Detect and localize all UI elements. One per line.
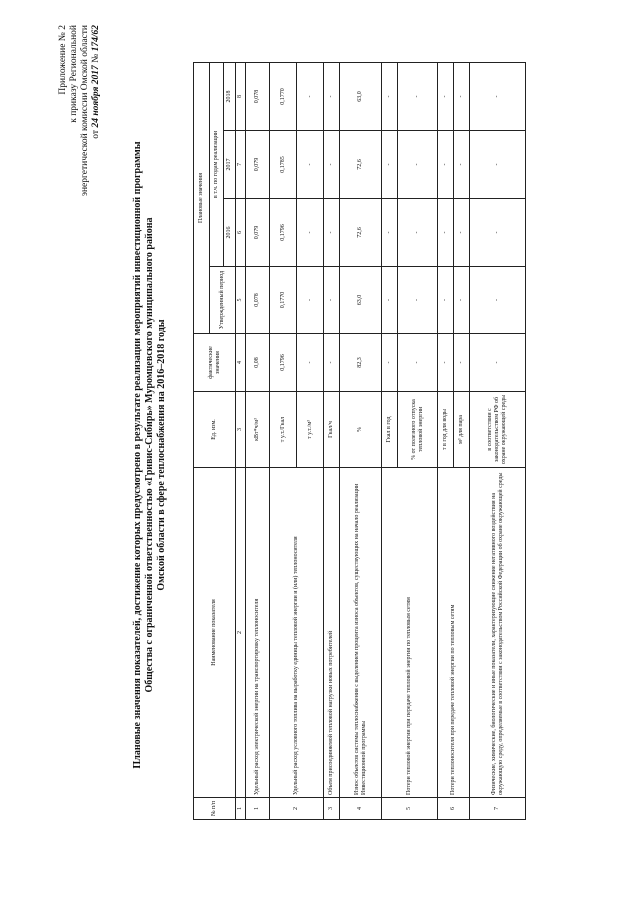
row-unit: в соответствии с законодательством РФ об охране окружающей среды bbox=[470, 392, 526, 468]
row-approved: - bbox=[470, 267, 526, 334]
row-approved: 0,078 bbox=[246, 267, 270, 334]
colnum: 7 bbox=[236, 131, 246, 199]
row-unit: Гкал в год bbox=[382, 392, 398, 468]
header-num: № п/п bbox=[194, 798, 236, 820]
row-2018: - bbox=[454, 62, 470, 130]
row-unit: кВт*ч/м³ bbox=[246, 392, 270, 468]
row-num: 1 bbox=[246, 798, 270, 820]
row-name: Потери теплоносителя при передаче тепловой энергии по тепловым сетям bbox=[438, 468, 470, 798]
row-2016: - bbox=[297, 199, 324, 267]
row-2017: 72,6 bbox=[340, 131, 382, 199]
row-name: Удельный расход электрической энергии на транспортировку теплоносителя bbox=[246, 468, 270, 798]
row-actual: 0,1796 bbox=[270, 334, 297, 392]
table-row bbox=[270, 62, 297, 819]
row-approved: - bbox=[438, 267, 454, 334]
row-2017: 0,079 bbox=[246, 131, 270, 199]
row-unit: % от полезного отпуска тепловой энергии bbox=[398, 392, 438, 468]
row-2016: 72,6 bbox=[340, 199, 382, 267]
row-approved: - bbox=[324, 267, 340, 334]
row-num: 2 bbox=[270, 798, 324, 820]
row-2018: - bbox=[470, 62, 526, 130]
row-actual: 0,08 bbox=[246, 334, 270, 392]
row-approved: - bbox=[398, 267, 438, 334]
row-2018: 63,0 bbox=[340, 62, 382, 130]
row-approved: - bbox=[454, 267, 470, 334]
row-unit: т у.т./Гкал bbox=[270, 392, 297, 468]
table-row bbox=[470, 62, 526, 819]
row-2018: - bbox=[324, 62, 340, 130]
row-2018: - bbox=[297, 62, 324, 130]
appendix-line-4 bbox=[91, 25, 102, 285]
header-planned: Плановые значения bbox=[194, 62, 210, 333]
row-approved: - bbox=[297, 267, 324, 334]
row-unit: Гкал/ч bbox=[324, 392, 340, 468]
header-2018: 2018 bbox=[224, 62, 236, 130]
row-2017: - bbox=[297, 131, 324, 199]
row-name: Потери тепловой энергии при передаче тепловой энергии по тепловым сетям bbox=[382, 468, 438, 798]
row-num: 3 bbox=[324, 798, 340, 820]
header-2016: 2016 bbox=[224, 199, 236, 267]
appendix-line-3: энергетической комиссии Омской области bbox=[80, 25, 90, 197]
number-signature: 174/62 bbox=[91, 25, 101, 52]
row-2018: - bbox=[438, 62, 454, 130]
row-2017: 0,1785 bbox=[270, 131, 297, 199]
row-actual: - bbox=[324, 334, 340, 392]
row-approved: - bbox=[382, 267, 398, 334]
row-unit: т у.т./м³ bbox=[297, 392, 324, 468]
row-num: 7 bbox=[470, 798, 526, 820]
row-2018: 0,1770 bbox=[270, 62, 297, 130]
row-2016: 0,079 bbox=[246, 199, 270, 267]
row-2018: - bbox=[382, 62, 398, 130]
header-name: Наименование показателя bbox=[194, 468, 236, 798]
title-line-1: Плановые значения показателей, достижение которых предусмотрено в результате реализации мероприятий инвестиционной программы bbox=[132, 141, 143, 769]
colnum: 4 bbox=[236, 334, 246, 392]
row-2017: - bbox=[470, 131, 526, 199]
header-approved: Утвержденный период bbox=[210, 267, 236, 334]
row-actual: - bbox=[438, 334, 454, 392]
row-actual: - bbox=[454, 334, 470, 392]
table-row bbox=[340, 62, 382, 819]
row-name: Удельный расход условного топлива на выработку единицы тепловой энергии и (или) теплоносителя bbox=[270, 468, 324, 798]
title-line-3: Омской области в сфере теплоснабжения на 2016–2018 годы bbox=[156, 319, 167, 591]
row-num: 4 bbox=[340, 798, 382, 820]
row-2018: 0,078 bbox=[246, 62, 270, 130]
colnum: 2 bbox=[236, 468, 246, 798]
table-row bbox=[438, 62, 454, 819]
row-2018: - bbox=[398, 62, 438, 130]
appendix-line-1: Приложение № 2 bbox=[58, 25, 68, 95]
header-unit: Ед. изм. bbox=[194, 392, 236, 468]
row-2016: - bbox=[382, 199, 398, 267]
row-actual: - bbox=[382, 334, 398, 392]
row-unit: м³ для пара bbox=[454, 392, 470, 468]
row-2016: 0,1796 bbox=[270, 199, 297, 267]
document-title bbox=[132, 95, 168, 815]
row-2017: - bbox=[398, 131, 438, 199]
date-signature: 24 ноября 2017 bbox=[91, 65, 101, 128]
row-num: 5 bbox=[382, 798, 438, 820]
row-actual: - bbox=[398, 334, 438, 392]
appendix-line-2: к приказу Региональной bbox=[69, 25, 79, 123]
row-2017: - bbox=[382, 131, 398, 199]
indicators-table bbox=[193, 62, 526, 820]
row-2017: - bbox=[324, 131, 340, 199]
row-actual: 82,3 bbox=[340, 334, 382, 392]
table-row bbox=[324, 62, 340, 819]
header-by-years: в т.ч. по годам реализации bbox=[210, 62, 224, 266]
row-actual: - bbox=[297, 334, 324, 392]
colnum: 1 bbox=[236, 798, 246, 820]
row-2016: - bbox=[470, 199, 526, 267]
row-name: Износ объектов системы теплоснабжения с выделением процента износа объектов, существующих на начало реализации Инвестиционной программы bbox=[340, 468, 382, 798]
colnum: 8 bbox=[236, 62, 246, 130]
table-row bbox=[382, 62, 398, 819]
row-2016: - bbox=[324, 199, 340, 267]
row-2016: - bbox=[398, 199, 438, 267]
row-name: Физические, химические, биологические и иные показатели, характеризующие снижение негативного воздействия на окружающую среду, определяемые в соответствии с законодательством Российской Федерации об охране окружающей среды bbox=[470, 468, 526, 798]
row-unit: т в год для воды bbox=[438, 392, 454, 468]
row-approved: 0,1770 bbox=[270, 267, 297, 334]
number-prefix: № bbox=[91, 53, 101, 63]
header-actual: фактические значения bbox=[194, 334, 236, 392]
table-row bbox=[246, 62, 270, 819]
row-2017: - bbox=[438, 131, 454, 199]
colnum: 3 bbox=[236, 392, 246, 468]
row-2016: - bbox=[438, 199, 454, 267]
row-actual: - bbox=[470, 334, 526, 392]
row-approved: 63,0 bbox=[340, 267, 382, 334]
appendix-header bbox=[58, 25, 102, 285]
row-unit: % bbox=[340, 392, 382, 468]
row-2016: - bbox=[454, 199, 470, 267]
date-prefix: от bbox=[91, 129, 101, 139]
title-line-2: Общества с ограниченной ответственностью «Гривис-Сибирь» Муромцевского муниципального района bbox=[144, 217, 155, 693]
row-2017: - bbox=[454, 131, 470, 199]
row-name: Объем присоединяемой тепловой нагрузки новых потребителей bbox=[324, 468, 340, 798]
header-2017: 2017 bbox=[224, 131, 236, 199]
row-num: 6 bbox=[438, 798, 470, 820]
colnum: 5 bbox=[236, 267, 246, 334]
colnum: 6 bbox=[236, 199, 246, 267]
